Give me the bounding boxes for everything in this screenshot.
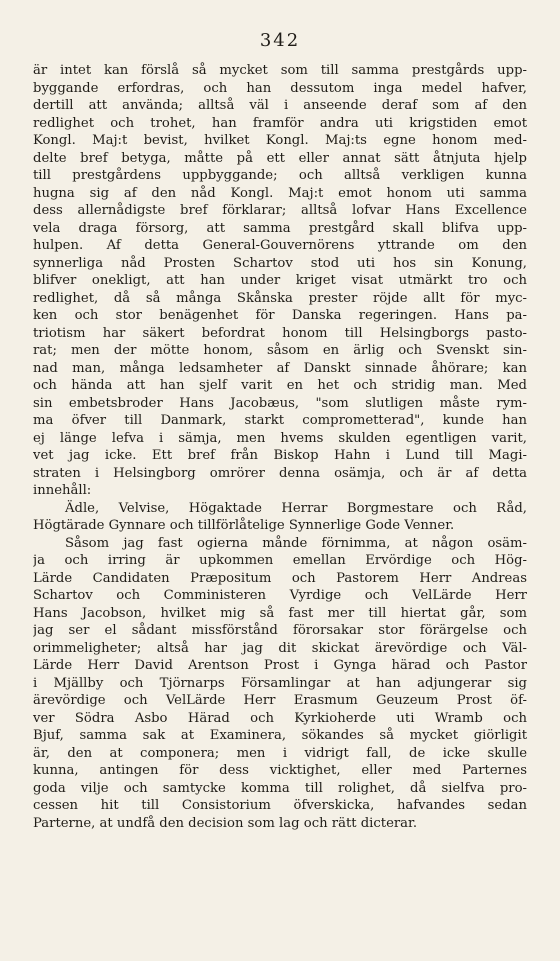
body-text <box>33 62 527 832</box>
text-line: Schartov och Comministeren Vyrdige och VelLärde Herr <box>33 588 527 603</box>
text-line: redlighet och trohet, han framför andra uti krigstiden emot <box>33 115 527 131</box>
text-line: vet jag icke. Ett bref från Biskop Hahn i Lund till Magi- <box>33 448 527 463</box>
text-line: triotism har säkert befordrat honom till Helsingborgs pasto- <box>33 325 527 341</box>
text-line: Ädle, Velvise, Högaktade Herrar Borgmestare och Råd, <box>65 500 527 516</box>
text-line: Högtärade Gynnare och tillförlåtelige Synnerlige Gode Venner. <box>33 518 455 533</box>
text-line: dess allernådigste bref förklarar; alltså lofvar Hans Excellence <box>33 203 527 218</box>
text-line: Såsom jag fast ogierna månde förnimma, at någon osäm- <box>65 535 527 551</box>
text-line: ma öfver till Danmark, starkt comprometterad", kunde han <box>33 413 527 428</box>
text-line: till prestgårdens uppbyggande; och alltså verkligen kunna <box>33 168 527 183</box>
text-line: ärevördige och VelLärde Herr Erasmum Geuzeum Prost öf- <box>33 693 527 708</box>
text-line: orimmeligheter; altså har jag dit skickat ärevördige och Väl- <box>33 640 527 656</box>
text-line: Parterne, at undfå den decision som lag och rätt dicterar. <box>33 815 418 831</box>
text-line: straten i Helsingborg omrörer denna osämja, och är af detta <box>33 465 527 481</box>
text-line: Lärde Candidaten Præpositum och Pastorem Herr Andreas <box>33 570 527 586</box>
text-line: blifver onekligt, att han under kriget visat utmärkt tro och <box>33 273 527 288</box>
text-line: Kongl. Maj:t bevist, hvilket Kongl. Maj:ts egne honom med- <box>33 133 527 148</box>
page-number: 342 <box>259 30 301 51</box>
text-line: rat; men der mötte honom, såsom en ärlig och Svenskt sin- <box>33 343 527 358</box>
text-line: ken och stor benägenhet för Danska regeringen. Hans pa- <box>33 308 527 323</box>
text-line: jag ser el sådant missförstånd förorsakar stor förärgelse och <box>33 623 527 638</box>
text-line: delte bref betyga, måtte på ett eller annat sätt åtnjuta hjelp <box>33 150 527 166</box>
text-line: sin embetsbroder Hans Jacobæus, "som slutligen måste rym- <box>33 395 527 411</box>
text-line: i Mjällby och Tjörnarps Församlingar at han adjungerar sig <box>33 675 527 691</box>
text-line: innehåll: <box>33 483 92 498</box>
text-line: dertill att använda; alltså väl i anseende deraf som af den <box>33 98 527 113</box>
text-line: synnerliga nåd Prosten Schartov stod uti hos sin Konung, <box>33 255 527 271</box>
text-line: och hända att han sjelf varit en het och stridig man. Med <box>33 378 527 393</box>
text-line: ja och irring är upkommen emellan Ervördige och Hög- <box>33 553 527 568</box>
text-line: är intet kan förslå så mycket som till samma prestgårds upp- <box>33 63 527 78</box>
text-line: ver Södra Asbo Härad och Kyrkioherde uti Wramb och <box>33 710 527 726</box>
text-line: är, den at componera; men i vidrigt fall, de icke skulle <box>33 745 527 761</box>
text-line: goda vilje och samtycke komma till rolighet, då sielfva pro- <box>33 780 527 796</box>
text-line: vela draga försorg, att samma prestgård skall blifva upp- <box>33 220 527 236</box>
text-line: Bjuf, samma sak at Examinera, sökandes så mycket giörligit <box>33 728 527 743</box>
text-line: redlighet, då så många Skånska prester röjde allt för myc- <box>33 290 527 306</box>
text-line: hugna sig af den nåd Kongl. Maj:t emot honom uti samma <box>33 185 527 201</box>
text-line: byggande erfordras, och han dessutom inga medel hafver, <box>33 80 527 96</box>
text-line: hulpen. Af detta General-Gouvernörens yttrande om den <box>33 238 527 253</box>
text-line: nad man, många ledsamheter af Danskt sinnade åhörare; kan <box>33 360 527 376</box>
text-line: kunna, antingen för dess vicktighet, eller med Parternes <box>33 763 527 778</box>
text-line: cessen hit till Consistorium öfverskicka, hafvandes sedan <box>33 798 527 813</box>
text-line: ej länge lefva i sämja, men hvems skulden egentligen varit, <box>33 430 527 446</box>
text-line: Lärde Herr David Arentson Prost i Gynga härad och Pastor <box>33 658 527 673</box>
text-line: Hans Jacobson, hvilket mig så fast mer till hiertat går, som <box>33 605 527 621</box>
